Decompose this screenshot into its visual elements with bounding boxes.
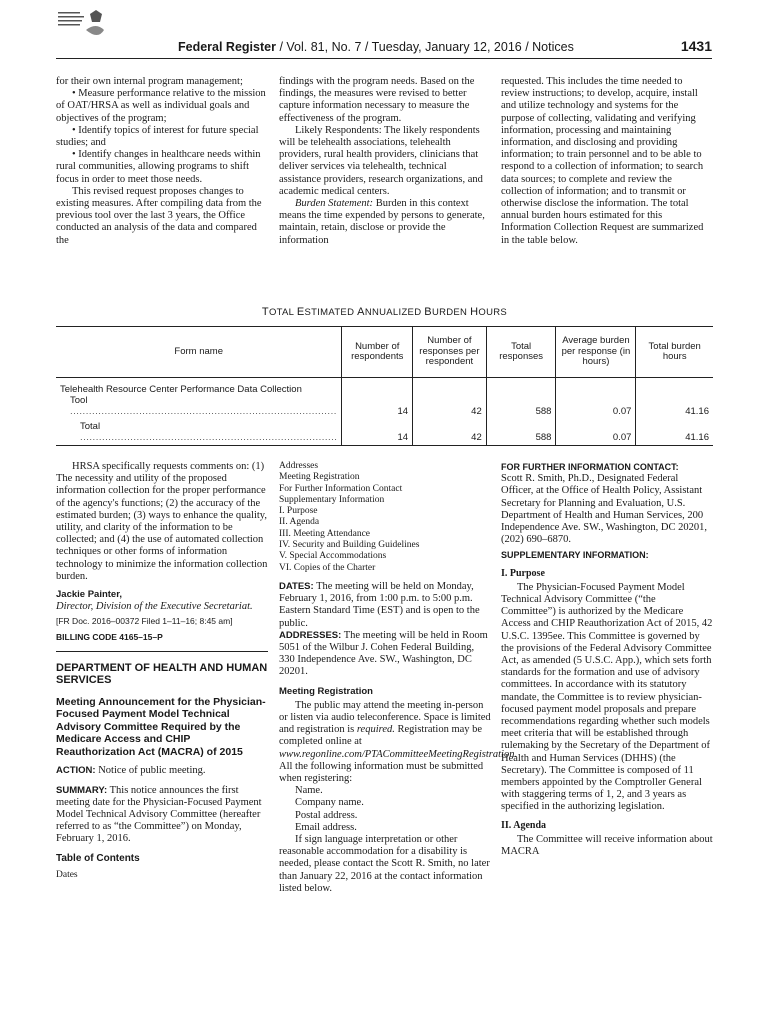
dates-paragraph xyxy=(279,581,491,630)
total-responses-cell: 588 xyxy=(486,378,556,420)
column-header: Total responses xyxy=(486,327,556,378)
page-number: 1431 xyxy=(680,38,712,54)
avg-burden-cell: 0.07 xyxy=(556,419,636,446)
toc-list xyxy=(279,461,491,574)
document-title: Meeting Announcement for the Physician-Focused Payment Model Technical Advisory Committee Required by the Medicare Access and CHIP Reauthorization Act (MACRA) of 2015 xyxy=(56,695,266,758)
toc-item: III. Meeting Attendance xyxy=(279,528,371,539)
toc-item: IV. Security and Building Guidelines xyxy=(279,540,420,551)
avg-burden-cell: 0.07 xyxy=(556,378,636,420)
lower-column-1 xyxy=(56,461,268,881)
paragraph xyxy=(279,198,491,247)
burden-label: Burden Statement: xyxy=(295,198,374,210)
form-name-cell: Total .................................................................................. xyxy=(56,419,342,446)
summary-text: This notice announces the first meeting date for the Physician-Focused Payment Model Technical Advisory Committee (hereafter referred to as “the Committee”) on Monday, February 1, 2016. xyxy=(56,784,262,845)
registration-heading: Meeting Registration xyxy=(279,685,373,697)
bullet-item: • Identify topics of interest for future special studies; and xyxy=(56,124,259,149)
table-row-total xyxy=(56,419,713,446)
agenda-heading: II. Agenda xyxy=(501,819,547,831)
agenda-paragraph: The Committee will receive information about MACRA xyxy=(501,833,713,858)
dates-text: The meeting will be held on Monday, February 1, 2016, from 1:00 p.m. to 5:00 p.m. Eastern Standard Time (EST) and is open to the public. xyxy=(279,580,480,629)
total-responses-cell: 588 xyxy=(486,419,556,446)
lower-column-3 xyxy=(501,461,713,858)
toc-item: Supplementary Information xyxy=(279,494,385,505)
billing-code: BILLING CODE 4165–15–P xyxy=(56,631,163,642)
table-row xyxy=(56,378,713,420)
dates-label: DATES: xyxy=(279,580,314,592)
form-name-cell: Telehealth Resource Center Performance Data Collection Tool ..................................................................................... xyxy=(60,384,337,417)
agency-heading: DEPARTMENT OF HEALTH AND HUMAN SERVICES xyxy=(56,661,268,687)
registration-url: www.regonline.com/PTACommitteeMeetingRegistration. xyxy=(279,748,518,760)
paragraph: This revised request proposes changes to existing measures. After compiling data from the previous tool over the last 3 years, the Office conducted an analysis of the data and compared the xyxy=(56,185,262,246)
column-header: Form name xyxy=(56,327,342,378)
table-title: TOTAL ESTIMATED ANNUALIZED BURDEN HOURS xyxy=(261,306,508,318)
registration-item: Postal address. xyxy=(295,809,358,821)
action-label: ACTION: xyxy=(56,765,96,777)
addresses-label: ADDRESSES: xyxy=(279,629,342,641)
column-header: Total burden hours xyxy=(636,327,713,378)
toc-item: II. Agenda xyxy=(279,517,320,528)
journal-title: Federal Register xyxy=(178,40,276,54)
signer-title: Director, Division of the Executive Secretariat. xyxy=(56,601,253,613)
issue-info: Vol. 81, No. 7 / Tuesday, January 12, 2016 / Notices xyxy=(286,40,574,54)
purpose-paragraph: The Physician-Focused Payment Model Technical Advisory Committee (“the Committee”) is authorized by the Medicare Access and CHIP Reauthorization Act of 2015, 42 U.S.C. 1395ee. This Committee is governed by the provisions of the Federal Advisory Committee Act, as amended (5 U.S.C. App.), which sets forth standards for the formation and use of advisory committees. In accordance with its statutory mandate, the Committee is to review physician-focused payment model proposals and prepare recommendations regarding whether such models meet criteria that will be established through rulemaking by the Secretary of the Department of Health and Human Services (DHHS) (the Secretary). The Committee is composed of 11 members appointed by the Comptroller General with staggering terms of 1, 2, and 3 years as specified in the authorizing legislation. xyxy=(501,581,713,813)
accommodation-paragraph: If sign language interpretation or other reasonable accommodation for a disability is needed, please contact the Scott R. Smith, no later than January 22, 2016 at the contact information listed below. xyxy=(279,834,490,894)
paragraph: requested. This includes the time needed to review instructions; to develop, acquire, install and utilize technology and systems for the purpose of collecting, validating and verifying information, processing and maintaining information, and disclosing and providing information; to train personnel and to be able to respond to a collection of information; to search data sources; to complete and review the collection of information; and to transmit or otherwise disclose the information. The total annual burden hours estimated for this Information Collection Request are summarized in the table below. xyxy=(501,76,704,246)
per-respondent-cell: 42 xyxy=(413,419,487,446)
contact-text: Scott R. Smith, Ph.D., Designated Federal Officer, at the Office of Health Policy, Assistant Secretary for Planning and Evaluation, U.S. Department of Health and Human Services, 200 Independence Ave. SW., Washington, DC 20201, (202) 690–6870. xyxy=(501,473,708,546)
action-paragraph xyxy=(56,765,268,777)
respondents-cell: 14 xyxy=(342,378,413,420)
registration-paragraph: The public may attend the meeting in-person or listen via audio teleconference. Space is limited and registration is required. Registration may be completed online at www.regonline.com/PTACommitteeMeetingRegistration. All the following information must be submitted when registering: xyxy=(279,699,518,785)
column-header: Number of respondents xyxy=(342,327,413,378)
summary-label: SUMMARY: xyxy=(56,784,108,796)
comments-paragraph: HRSA specifically requests comments on: (1) The necessity and utility of the proposed information collection for the proper performance of the agency's functions; (2) the accuracy of the estimated burden; (3) ways to enhance the quality, utility, and clarity of the information to be collected; and (4) the use of automated collection techniques or other forms of information technology to minimize the information collection burden. xyxy=(56,461,268,582)
action-text: Notice of public meeting. xyxy=(95,765,206,777)
total-hours-cell: 41.16 xyxy=(636,378,713,420)
total-hours-cell: 41.16 xyxy=(636,419,713,446)
contact-heading: FOR FURTHER INFORMATION CONTACT: xyxy=(501,462,679,472)
header-separator: / xyxy=(275,40,287,54)
fr-doc-line: [FR Doc. 2016–00372 Filed 1–11–16; 8:45 am] xyxy=(56,616,233,627)
purpose-heading: I. Purpose xyxy=(501,567,545,579)
paragraph: findings with the program needs. Based on the findings, the measures were revised to better capture information necessary to measure the effectiveness of the program. xyxy=(279,76,475,124)
registration-item: Company name. xyxy=(295,797,364,809)
per-respondent-cell: 42 xyxy=(413,378,487,420)
bullet-item: • Measure performance relative to the mission of OAT/HRSA as well as individual goals and objectives of the program; xyxy=(56,88,266,124)
addresses-text: The meeting will be held in Room 5051 of the Wilbur J. Cohen Federal Building, 330 Independence Ave. SW., Washington, DC 20201. xyxy=(279,629,488,678)
toc-item: Dates xyxy=(56,869,78,880)
upper-column-2 xyxy=(279,76,491,247)
registration-item: Email address. xyxy=(295,821,357,833)
supplementary-heading: SUPPLEMENTARY INFORMATION: xyxy=(501,550,649,561)
column-header: Average burden per response (in hours) xyxy=(556,327,636,378)
toc-item: Meeting Registration xyxy=(279,472,360,483)
toc-heading: Table of Contents xyxy=(56,852,140,864)
respondents-cell: 14 xyxy=(342,419,413,446)
lower-column-2 xyxy=(279,461,518,895)
burden-text: Burden in this context means the time expended by persons to generate, maintain, retain, disclose or provide the information xyxy=(279,198,485,246)
running-head xyxy=(178,40,574,54)
toc-item: I. Purpose xyxy=(279,506,318,517)
section-divider xyxy=(56,651,268,652)
column-header: Number of responses per respondent xyxy=(413,327,487,378)
signer-name: Jackie Painter, xyxy=(56,589,123,601)
toc-item: V. Special Accommodations xyxy=(279,551,387,562)
upper-column-3 xyxy=(501,76,713,247)
bullet-item: • Identify changes in healthcare needs within rural communities, allowing programs to shift focus in order to meet those needs. xyxy=(56,149,261,185)
page-header xyxy=(56,38,712,59)
summary-paragraph xyxy=(56,785,268,846)
burden-table xyxy=(56,326,713,446)
gpo-authentication-logo xyxy=(56,8,106,42)
toc-item: Addresses xyxy=(279,461,319,471)
paragraph: for their own internal program management; xyxy=(56,76,243,87)
table-header-row xyxy=(56,327,713,378)
toc-item: VI. Copies of the Charter xyxy=(279,562,376,573)
toc-item: For Further Information Contact xyxy=(279,483,403,494)
paragraph: Likely Respondents: The likely respondents will be telehealth associations, telehealth providers, rural health providers, clinicians that deliver services via telehealth, technical assistance providers, research organizations, and academic medical centers. xyxy=(279,124,483,197)
registration-item: Name. xyxy=(295,785,323,797)
upper-column-1 xyxy=(56,76,268,247)
addresses-paragraph xyxy=(279,630,491,679)
